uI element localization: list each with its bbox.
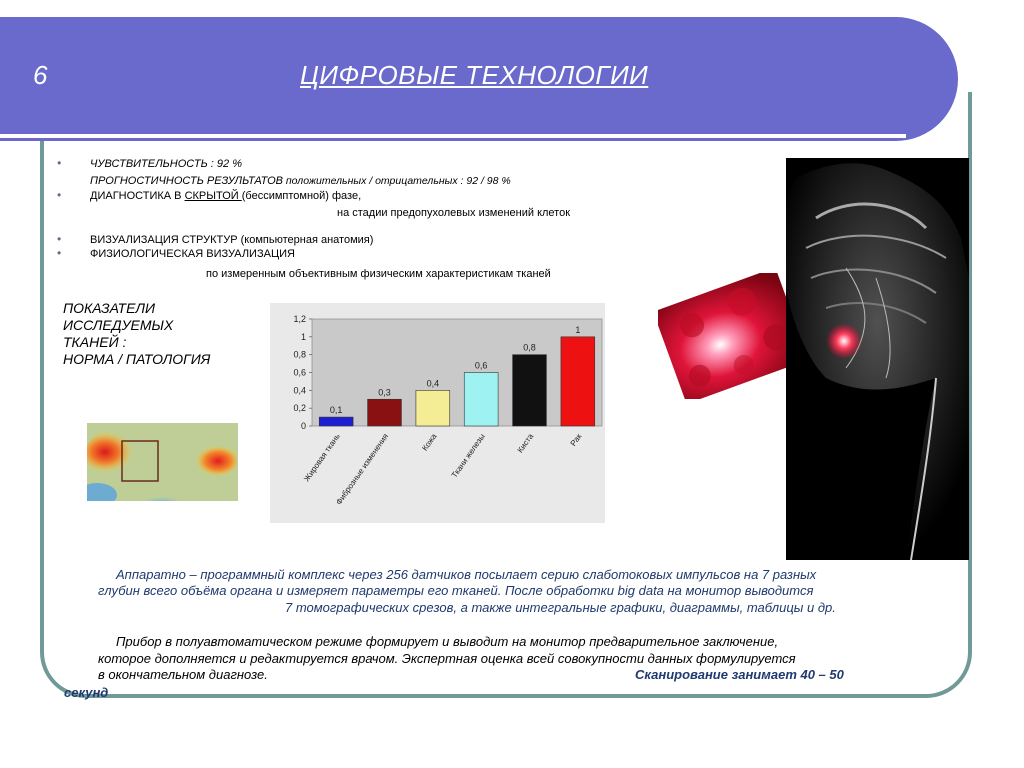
banner-underline	[0, 134, 906, 138]
bar-value-label: 0,6	[474, 360, 488, 371]
bullet-dot-icon: •	[57, 232, 62, 246]
chart-bar	[561, 337, 595, 426]
tissue-chart	[270, 303, 605, 523]
category-label: Фиброзные изменения	[334, 431, 391, 507]
y-tick-label: 0,6	[293, 367, 306, 378]
visualization-text: ВИЗУАЛИЗАЦИЯ СТРУКТУР (компьютерная анатомия)	[90, 234, 374, 246]
bullet-dot-icon: •	[57, 156, 62, 170]
y-tick-label: 0,8	[293, 349, 306, 360]
bullet-dot-icon: •	[57, 246, 62, 260]
indicators-line: ПОКАЗАТЕЛИ	[63, 300, 156, 316]
paragraph1-line3: 7 томографических срезов, а также интегральные графики, диаграммы, таблицы и др.	[285, 600, 836, 615]
y-tick-label: 0,4	[293, 385, 306, 396]
category-label: Киста	[515, 431, 536, 455]
chart-bar	[416, 390, 450, 426]
paragraph2-line2: которое дополняется и редактируется врачом. Экспертная оценка всей совокупности данных формулируется	[98, 651, 796, 666]
diagnostics-line2: на стадии предопухолевых изменений клеток	[337, 207, 571, 219]
category-label: Кожа	[420, 431, 439, 453]
sensitivity-text: ЧУВСТВИТЕЛЬНОСТЬ : 92 %	[90, 158, 242, 170]
bar-value-label: 0,8	[523, 342, 536, 353]
bar-value-label: 0,1	[329, 405, 343, 416]
prognostic-label: ПРОГНОСТИЧНОСТЬ РЕЗУЛЬТАТОВ	[90, 175, 283, 187]
indicators-line: НОРМА / ПАТОЛОГИЯ	[63, 351, 211, 367]
category-label: Ткани железы	[449, 431, 487, 480]
bar-value-label: 0,4	[426, 378, 440, 389]
plot-area	[312, 319, 602, 426]
xray-svg	[786, 158, 969, 560]
xray-body-image	[786, 158, 969, 560]
bullet-visualization	[57, 232, 374, 247]
bar-value-label: 1	[575, 324, 581, 335]
slide-title: ЦИФРОВЫЕ ТЕХНОЛОГИИ	[300, 60, 649, 90]
bullet-diagnostics	[57, 188, 362, 203]
indicators-line: ИССЛЕДУЕМЫХ	[63, 317, 174, 333]
blood-cells-image	[658, 273, 803, 399]
physiological-text: ФИЗИОЛОГИЧЕСКАЯ ВИЗУАЛИЗАЦИЯ	[90, 248, 295, 260]
chart-bar	[368, 399, 402, 426]
bullet-sensitivity	[57, 156, 242, 171]
indicators-label	[63, 300, 263, 368]
indicators-line: ТКАНЕЙ :	[63, 334, 127, 350]
heatmap-image	[87, 423, 238, 501]
tissue-chart-svg	[270, 303, 605, 523]
slide-number: 6	[33, 60, 48, 90]
y-tick-label: 1,2	[293, 314, 306, 324]
paragraph2-line1: Прибор в полуавтоматическом режиме формирует и выводит на монитор предварительное заключение,	[116, 634, 779, 649]
paragraph1-line1: Аппаратно – программный комплекс через 256 датчиков посылает серию слаботоковых импульсов на 7 разных	[116, 567, 817, 582]
category-label: Жировая ткань	[302, 431, 342, 484]
physiological-line2: по измеренным объективным физическим характеристикам тканей	[206, 268, 551, 280]
asymptomatic-text: (бессимптомной) фазе,	[241, 190, 362, 202]
chart-bar	[513, 355, 547, 426]
diagnostics-text: ДИАГНОСТИКА В	[90, 190, 185, 202]
y-tick-label: 0	[300, 421, 306, 431]
bullet-prognostic	[90, 174, 511, 188]
chart-bar	[464, 373, 498, 427]
paragraph2-line3: в окончательном диагнозе.	[98, 667, 268, 682]
bar-value-label: 0,3	[378, 387, 391, 398]
y-tick-label: 1	[300, 331, 306, 342]
y-tick-label: 0,2	[293, 403, 306, 414]
category-label: Рак	[568, 431, 584, 448]
bullet-dot-icon: •	[57, 188, 62, 202]
scan-time-seconds: секунд	[64, 685, 109, 700]
bullet-physiological	[57, 246, 295, 261]
scan-time-text: Сканирование занимает 40 – 50	[635, 667, 844, 682]
paragraph1-line2: глубин всего объёма органа и измеряет параметры его тканей. После обработки big data на монитор выводится	[98, 583, 814, 598]
latent-phase-text: СКРЫТОЙ	[184, 190, 242, 202]
chart-bar	[319, 417, 353, 426]
prognostic-values: положительных / отрицательных : 92 / 98 %	[282, 175, 511, 187]
